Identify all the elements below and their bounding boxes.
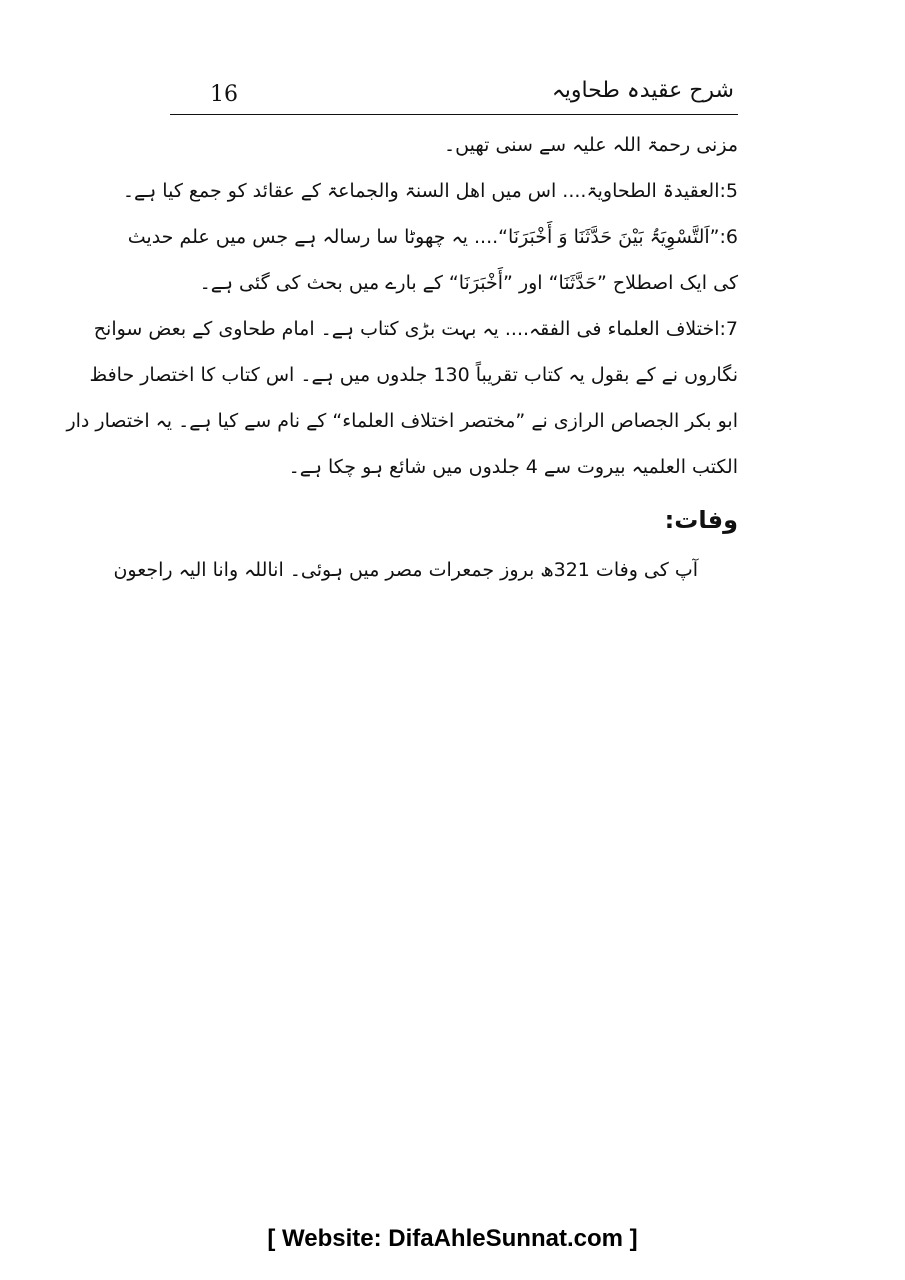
paragraph-line: ابو بکر الجصاص الرازی نے ”مختصر اختلاف العلماء“ کے نام سے کیا ہے۔ یہ اختصار دار	[66, 410, 738, 432]
paragraph-line: مزنی رحمۃ اللہ علیہ سے سنی تھیں۔	[444, 134, 738, 156]
website-footer: [ Website: DifaAhleSunnat.com ]	[267, 1225, 638, 1252]
paragraph-line: کی ایک اصطلاح ”حَدَّثَنَا“ اور ”أَخْبَرَنَا“ کے بارے میں بحث کی گئی ہے۔	[199, 272, 738, 294]
paragraph-line: 7:اختلاف العلماء فی الفقہ.... یہ بہت بڑی کتاب ہے۔ امام طحاوی کے بعض سوانح	[93, 318, 738, 340]
header-divider	[170, 114, 738, 115]
paragraph-line: 6:”اَلتَّسْوِیَۃُ بَیْنَ حَدَّثَنَا وَ أَخْبَرَنَا“.... یہ چھوٹا سا رسالہ ہے جس میں علم حدیث	[127, 226, 738, 248]
paragraph-line: نگاروں نے کے بقول یہ کتاب تقریباً 130 جلدوں میں ہے۔ اس کتاب کا اختصار حافظ	[89, 364, 738, 386]
book-title: شرح عقیدہ طحاویہ	[551, 78, 734, 103]
paragraph-line: 5:العقیدۃ الطحاویۃ.... اس میں اھل السنۃ والجماعۃ کے عقائد کو جمع کیا ہے۔	[122, 180, 738, 202]
body-text	[66, 122, 738, 594]
section-heading: وفات:	[664, 506, 738, 534]
page-number: 16	[210, 82, 238, 107]
page-header	[170, 76, 738, 116]
paragraph-line: الکتب العلمیہ بیروت سے 4 جلدوں میں شائع ہو چکا ہے۔	[288, 456, 738, 478]
section-text: آپ کی وفات 321ھ بروز جمعرات مصر میں ہوئی۔ اناللہ وانا الیہ راجعون	[113, 559, 698, 581]
